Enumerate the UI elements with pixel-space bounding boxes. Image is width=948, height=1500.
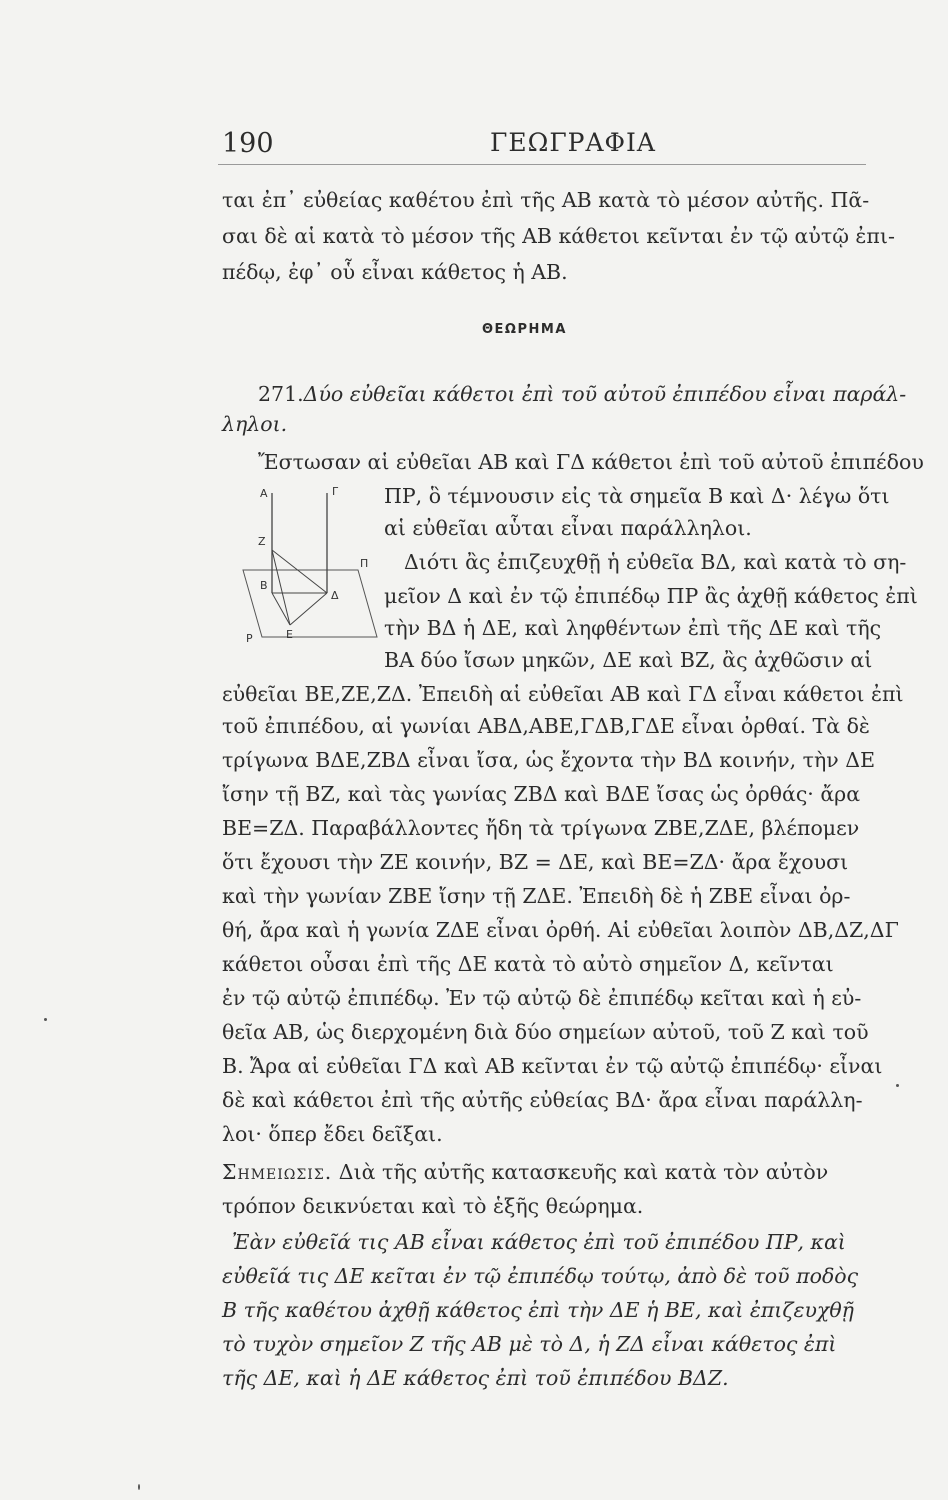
paper-speck xyxy=(44,1018,47,1021)
label-p: Π xyxy=(360,557,369,570)
proof-line: ΠΡ, ὃ τέμνουσιν εἰς τὰ σημεῖα Β καὶ Δ· λέγω ὅτι xyxy=(384,484,890,508)
page-header xyxy=(222,128,882,168)
theorem-number: 271. xyxy=(258,382,304,406)
label-g: Γ xyxy=(332,485,339,498)
proof-line: ἐν τῷ αὐτῷ ἐπιπέδῳ. Ἐν τῷ αὐτῷ δὲ ἐπιπέδῳ κεῖται καὶ ἡ εὐ- xyxy=(222,986,862,1010)
proof-line: Ἔστωσαν αἱ εὐθεῖαι ΑΒ καὶ ΓΔ κάθετοι ἐπὶ τοῦ αὐτοῦ ἐπιπέδου xyxy=(258,450,924,474)
proof-line: κάθετοι οὖσαι ἐπὶ τῆς ΔΕ κατὰ τὸ αὐτὸ σημεῖον Δ, κεῖνται xyxy=(222,952,834,976)
proof-line: τρίγωνα ΒΔΕ,ΖΒΔ εἶναι ἴσα, ὡς ἔχοντα τὴν ΒΔ κοινήν, τὴν ΔΕ xyxy=(222,748,876,772)
proof-line: Β. Ἄρα αἱ εὐθεῖαι ΓΔ καὶ ΑΒ κεῖνται ἐν τῷ αὐτῷ ἐπιπέδῳ· εἶναι xyxy=(222,1054,883,1078)
proof-line: Διότι ἂς ἐπιζευχθῇ ἡ εὐθεῖα ΒΔ, καὶ κατὰ τὸ ση- xyxy=(404,550,907,574)
theorem-statement xyxy=(258,384,906,405)
label-e: Ε xyxy=(286,628,293,641)
label-z: Ζ xyxy=(258,535,266,548)
proof-line: θεῖα ΑΒ, ὡς διερχομένη διὰ δύο σημείων αὐτοῦ, τοῦ Ζ καὶ τοῦ xyxy=(222,1020,869,1044)
geometry-figure-svg xyxy=(240,475,380,675)
intro-line: ται ἐπ᾽ εὐθείας καθέτου ἐπὶ τῆς ΑΒ κατὰ τὸ μέσον αὐτῆς. Πᾶ- xyxy=(222,188,870,212)
label-b: Β xyxy=(260,579,268,592)
geometry-figure xyxy=(240,475,380,675)
corollary-line: Ἐὰν εὐθεῖά τις ΑΒ εἶναι κάθετος ἐπὶ τοῦ ἐπιπέδου ΠΡ, καὶ xyxy=(232,1230,846,1254)
proof-line: καὶ τὴν γωνίαν ΖΒΕ ἴσην τῇ ΖΔΕ. Ἐπειδὴ δὲ ἡ ΖΒΕ εἶναι ὀρ- xyxy=(222,884,851,908)
page-number: 190 xyxy=(222,128,274,159)
corollary-line: τὸ τυχὸν σημεῖον Ζ τῆς ΑΒ μὲ τὸ Δ, ἡ ΖΔ εἶναι κάθετος ἐπὶ xyxy=(222,1332,837,1356)
proof-line: ΒΕ=ΖΔ. Παραβάλλοντες ἤδη τὰ τρίγωνα ΖΒΕ,ΖΔΕ, βλέπομεν xyxy=(222,816,860,840)
corollary-line: τῆς ΔΕ, καὶ ἡ ΔΕ κάθετος ἐπὶ τοῦ ἐπιπέδου ΒΔΖ. xyxy=(222,1366,729,1390)
proof-line: ΒΑ δύο ἴσων μηκῶν, ΔΕ καὶ ΒΖ, ἂς ἀχθῶσιν αἱ xyxy=(384,648,873,672)
proof-line: δὲ καὶ κάθετοι ἐπὶ τῆς αὐτῆς εὐθείας ΒΔ· ἄρα εἶναι παράλλη- xyxy=(222,1088,863,1112)
remark-line2: τρόπον δεικνύεται καὶ τὸ ἑξῆς θεώρημα. xyxy=(222,1194,644,1218)
line-zd xyxy=(272,550,327,593)
proof-line: ἴσην τῇ ΒΖ, καὶ τὰς γωνίας ΖΒΔ καὶ ΒΔΕ ἴσας ὡς ὀρθάς· ἄρα xyxy=(222,782,861,806)
remark-text: Διὰ τῆς αὐτῆς κατασκευῆς καὶ κατὰ τὸν αὐτὸν xyxy=(338,1160,829,1184)
remark-label: Σημειωσις. xyxy=(222,1160,333,1184)
theorem-heading: ΘΕΩΡΗΜΑ xyxy=(482,322,567,337)
proof-line: τὴν ΒΔ ἡ ΔΕ, καὶ ληφθέντων ἐπὶ τῆς ΔΕ καὶ τῆς xyxy=(384,616,882,640)
corollary-line: Β τῆς καθέτου ἀχθῇ κάθετος ἐπὶ τὴν ΔΕ ἡ ΒΕ, καὶ ἐπιζευχθῇ xyxy=(222,1298,854,1322)
intro-line: πέδῳ, ἐφ᾽ οὗ εἶναι κάθετος ἡ ΑΒ. xyxy=(222,260,568,284)
label-d: Δ xyxy=(331,589,339,602)
remark-line1 xyxy=(222,1162,828,1183)
proof-line: εὐθεῖαι ΒΕ,ΖΕ,ΖΔ. Ἐπειδὴ αἱ εὐθεῖαι ΑΒ καὶ ΓΔ εἶναι κάθετοι ἐπὶ xyxy=(222,682,904,706)
corollary-line: εὐθεῖά τις ΔΕ κεῖται ἐν τῷ ἐπιπέδῳ τούτῳ, ἀπὸ δὲ τοῦ ποδὸς xyxy=(222,1264,859,1288)
line-ze xyxy=(272,550,290,625)
label-a: Α xyxy=(260,487,268,500)
proof-line: λοι· ὅπερ ἔδει δεῖξαι. xyxy=(222,1122,443,1146)
paper-speck xyxy=(896,1084,899,1087)
proof-line: αἱ εὐθεῖαι αὗται εἶναι παράλληλοι. xyxy=(384,516,752,540)
theorem-statement-line1: Δύο εὐθεῖαι κάθετοι ἐπὶ τοῦ αὐτοῦ ἐπιπέδου εἶναι παράλ- xyxy=(303,382,907,406)
header-rule xyxy=(218,164,866,165)
line-de xyxy=(290,593,327,625)
paper-speck xyxy=(138,1484,140,1490)
proof-line: μεῖον Δ καὶ ἐν τῷ ἐπιπέδῳ ΠΡ ἂς ἀχθῇ κάθετος ἐπὶ xyxy=(384,584,918,608)
proof-line: τοῦ ἐπιπέδου, αἱ γωνίαι ΑΒΔ,ΑΒΕ,ΓΔΒ,ΓΔΕ εἶναι ὀρθαί. Τὰ δὲ xyxy=(222,714,870,738)
intro-line: σαι δὲ αἱ κατὰ τὸ μέσον τῆς ΑΒ κάθετοι κεῖνται ἐν τῷ αὐτῷ ἐπι- xyxy=(222,224,895,248)
proof-line: θή, ἄρα καὶ ἡ γωνία ΖΔΕ εἶναι ὀρθή. Αἱ εὐθεῖαι λοιπὸν ΔΒ,ΔΖ,ΔΓ xyxy=(222,918,899,942)
theorem-statement-line2: ληλοι. xyxy=(222,412,288,436)
line-be xyxy=(272,593,290,625)
running-title: ΓΕΩΓΡΑΦΙΑ xyxy=(490,128,656,157)
proof-line: ὅτι ἔχουσι τὴν ΖΕ κοινήν, ΒΖ = ΔΕ, καὶ ΒΕ=ΖΔ· ἄρα ἔχουσι xyxy=(222,850,849,874)
label-r: Ρ xyxy=(246,632,253,645)
